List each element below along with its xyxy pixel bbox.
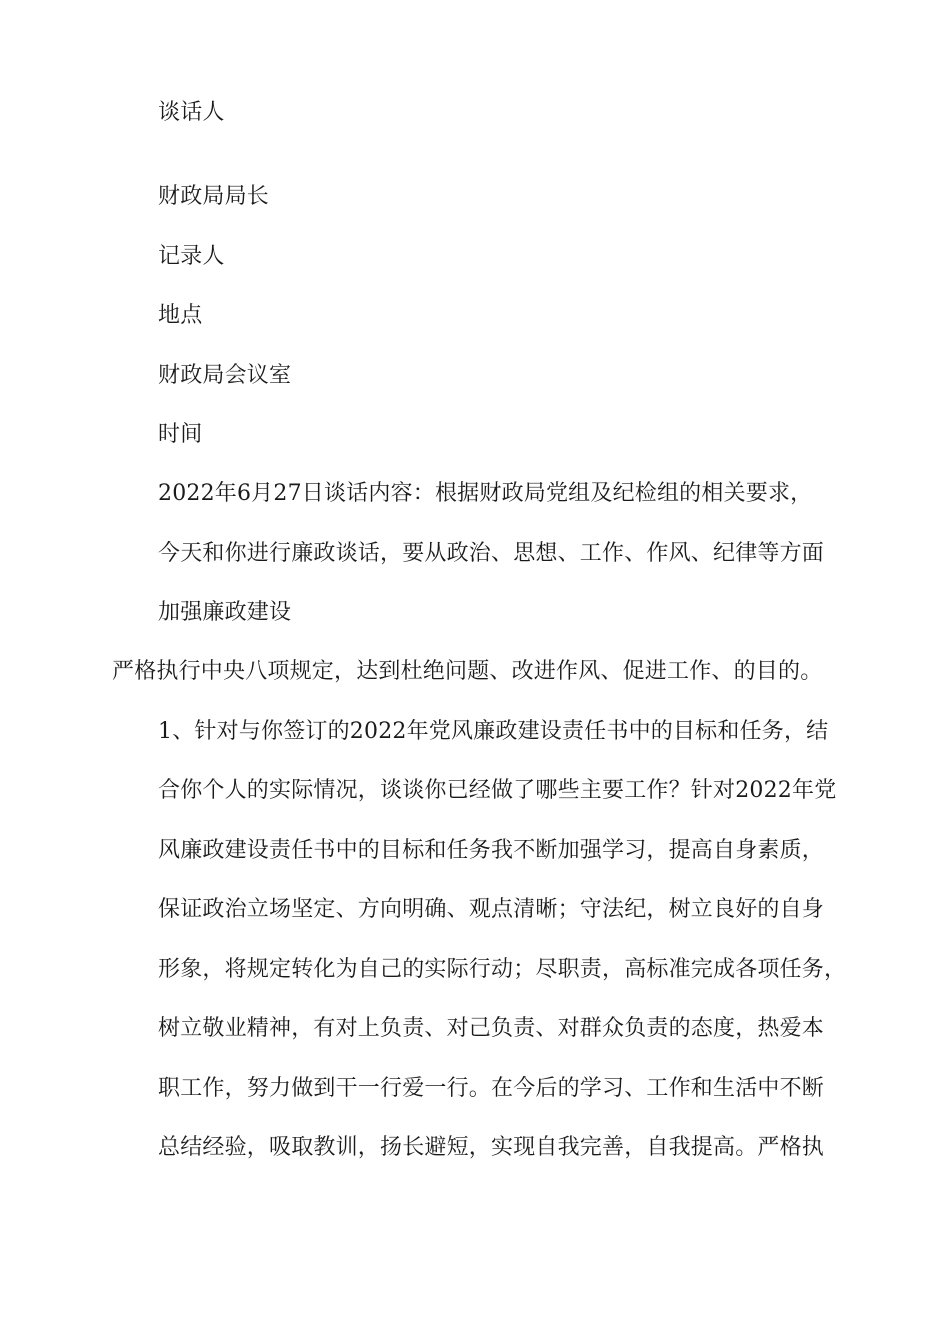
- value-interviewer: 财政局局长: [158, 184, 270, 209]
- body-line: 今天和你进行廉政谈话，要从政治、思想、工作、作风、纪律等方面: [158, 541, 825, 566]
- body-line: 保证政治立场坚定、方向明确、观点清晰；守法纪，树立良好的自身: [158, 897, 825, 922]
- label-recorder: 记录人: [158, 244, 225, 269]
- body-line: 树立敬业精神，有对上负责、对己负责、对群众负责的态度，热爱本: [158, 1016, 825, 1041]
- label-time: 时间: [158, 422, 203, 447]
- body-line: 职工作，努力做到干一行爱一行。在今后的学习、工作和生活中不断: [158, 1076, 825, 1101]
- body-line: 1、针对与你签订的2022年党风廉政建设责任书中的目标和任务，结: [158, 719, 829, 744]
- body-line: 合你个人的实际情况，谈谈你已经做了哪些主要工作？针对2022年党: [158, 778, 837, 803]
- label-location: 地点: [158, 303, 203, 328]
- body-line: 加强廉政建设: [158, 600, 292, 625]
- value-location: 财政局会议室: [158, 363, 292, 388]
- body-line: 形象，将规定转化为自己的实际行动；尽职责，高标准完成各项任务，: [158, 957, 847, 982]
- body-line: 风廉政建设责任书中的目标和任务我不断加强学习，提高自身素质，: [158, 838, 825, 863]
- body-line: 严格执行中央八项规定，达到杜绝问题、改进作风、促进工作、的目的。: [112, 659, 823, 684]
- body-line: 2022年6月27日谈话内容：根据财政局党组及纪检组的相关要求，: [158, 481, 813, 506]
- body-line: 总结经验，吸取教训，扬长避短，实现自我完善，自我提高。严格执: [158, 1135, 825, 1160]
- label-interviewer: 谈话人: [158, 100, 225, 125]
